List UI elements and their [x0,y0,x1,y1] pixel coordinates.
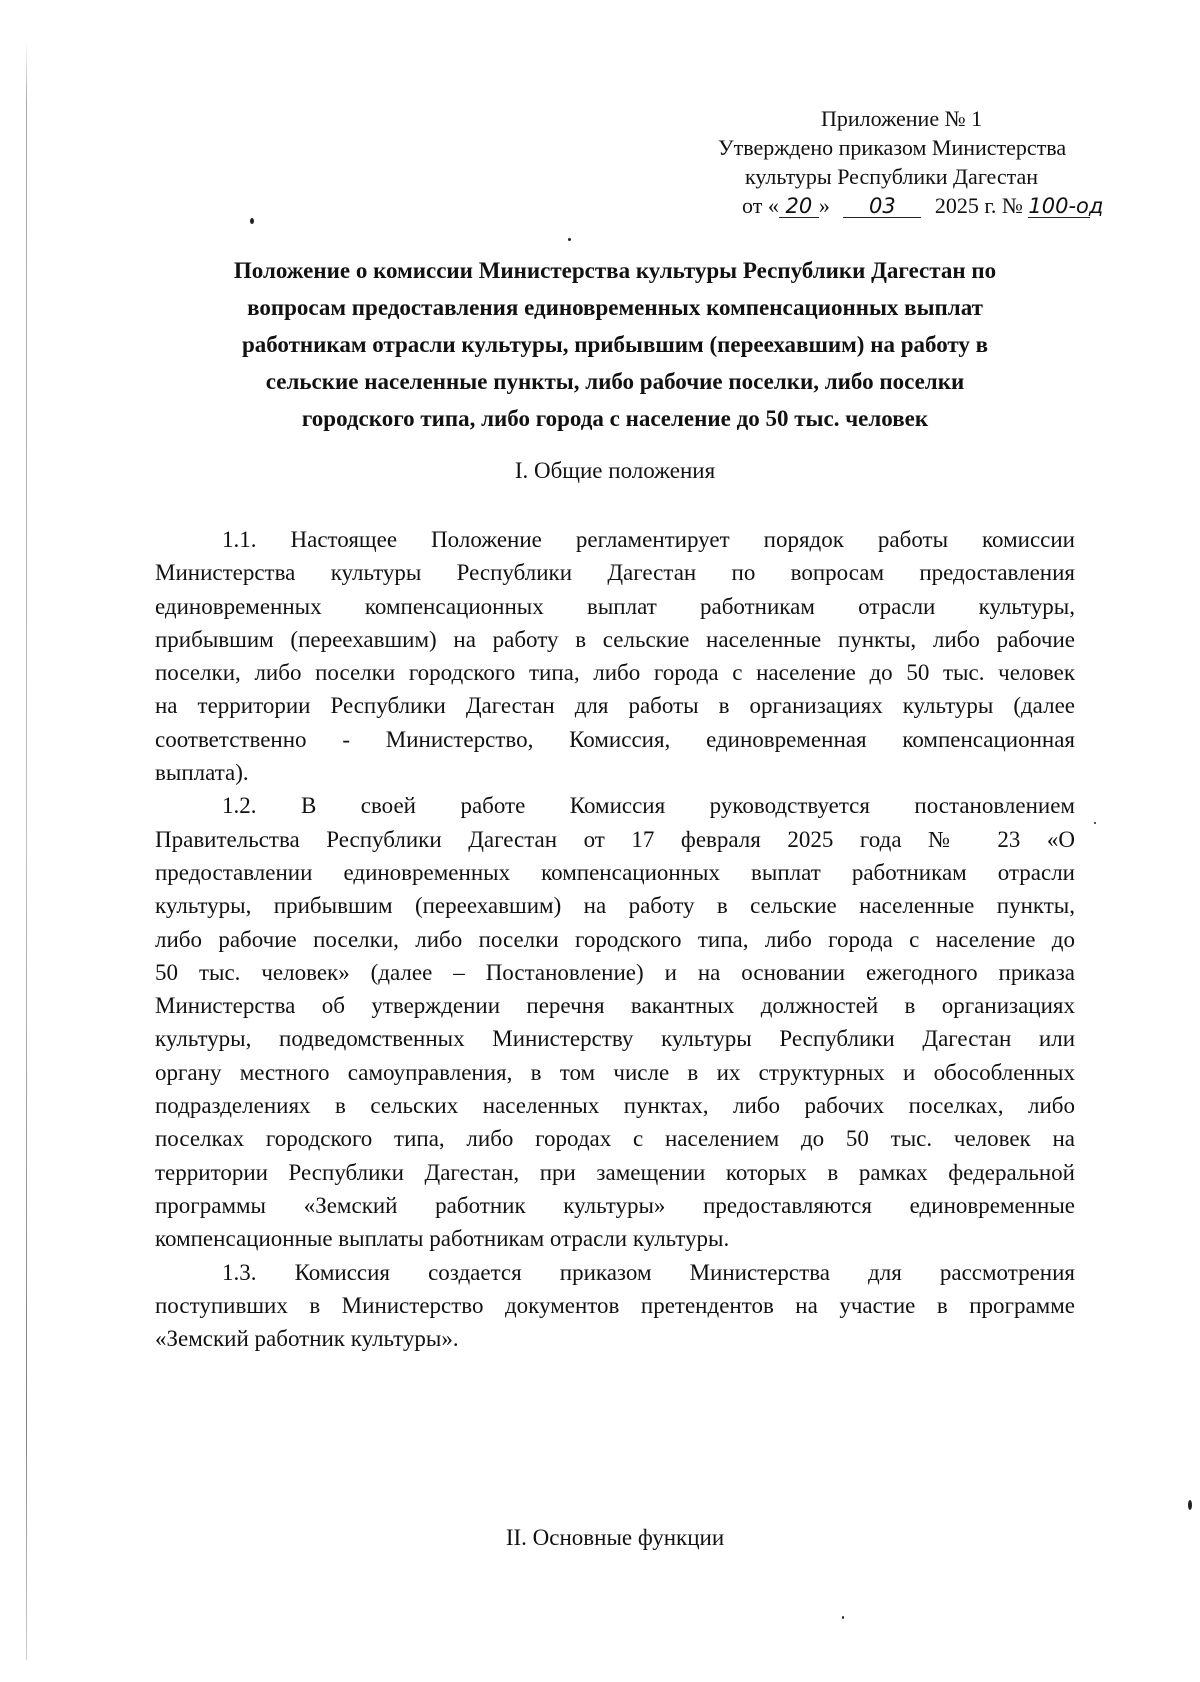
ministry-line: культуры Республики Дагестан [745,164,1039,189]
paragraph-line: 1.1. Настоящее Положение регламентирует порядок работы комиссии [222,527,1075,552]
paragraph-line: предоставлении единовременных компенсационных выплат работникам отрасли [155,859,1075,885]
paragraph-line: компенсационные выплаты работникам отрасли культуры. [155,1226,730,1252]
document-title [150,252,1080,437]
year-and-number-label: 2025 г. № [934,193,1023,218]
paragraph-line: единовременных компенсационных выплат работникам отрасли культуры, [155,593,1075,619]
scan-speck [250,218,254,224]
scan-speck [842,1616,844,1619]
title-line: Положение о комиссии Министерства культуры Республики Дагестан по [233,258,997,283]
paragraph-line: «Земский работник культуры». [155,1326,459,1352]
paragraph-line: соответственно - Министерство, Комиссия, единовременная компенсационная [155,726,1075,752]
title-line: городского типа, либо города с население до 50 тыс. человек [301,406,929,431]
paragraph-line: поступивших в Министерство документов претендентов на участие в программе [155,1292,1075,1318]
paragraph-line: прибывшим (переехавшим) на работу в сельские населенные пункты, либо рабочие [155,626,1075,652]
approval-block [700,104,1120,220]
paragraph-line: культуры, подведомственных Министерству культуры Республики Дагестан или [155,1026,1075,1052]
paragraph-line: культуры, прибывшим (переехавшим) на работу в сельские населенные пункты, [155,893,1075,919]
date-day-suffix: » [818,193,830,218]
title-line: работникам отрасли культуры, прибывшим (переехавшим) на работу в [241,332,989,357]
paragraph-1-3 [155,1256,1075,1356]
document-body [155,523,1075,1355]
paragraph-line: выплата). [155,760,249,786]
handwritten-day: 20 [779,195,819,218]
scan-speck [568,238,571,241]
paragraph-line: 1.3. Комиссия создается приказом Министерства для рассмотрения [222,1259,1075,1285]
section-2-heading: II. Основные функции [505,1525,725,1550]
paragraph-line: поселках городского типа, либо городах с населением до 50 тыс. человек на [155,1126,1075,1152]
order-date-line [700,191,1120,220]
handwritten-month: 03 [843,195,921,218]
paragraph-line: поселки, либо поселки городского типа, либо города с население до 50 тыс. человек [155,660,1075,686]
paragraph-1-1 [155,523,1075,789]
title-line: вопросам предоставления единовременных компенсационных выплат [247,295,983,320]
handwritten-order-number: 100-од [1028,194,1104,218]
appendix-number: Приложение № 1 [821,106,983,131]
paragraph-line: Правительства Республики Дагестан от 17 февраля 2025 года № 23 «О [155,826,1075,852]
section-1-heading: I. Общие положения [514,458,716,483]
paragraph-line: программы «Земский работник культуры» предоставляются единовременные [155,1192,1075,1218]
approved-by-line: Утверждено приказом Министерства [718,135,1067,160]
scan-edge-line [26,40,27,1660]
paragraph-line: органу местного самоуправления, в том числе в их структурных и обособленных [155,1059,1075,1085]
paragraph-line: территории Республики Дагестан, при замещении которых в рамках федеральной [155,1159,1075,1185]
date-prefix: от « [742,193,779,218]
paragraph-line: 50 тыс. человек» (далее – Постановление) и на основании ежегодного приказа [155,959,1075,985]
paragraph-line: подразделениях в сельских населенных пунктах, либо рабочих поселках, либо [155,1093,1075,1119]
scan-speck [1094,822,1096,824]
paragraph-line: Министерства об утверждении перечня вакантных должностей в организациях [155,993,1075,1019]
paragraph-line: Министерства культуры Республики Дагестан по вопросам предоставления [155,560,1075,586]
paragraph-line: либо рабочие поселки, либо поселки городского типа, либо города с население до [155,926,1075,952]
paragraph-line: 1.2. В своей работе Комиссия руководствуется постановлением [222,793,1075,819]
scan-speck [1188,1500,1192,1510]
title-line: сельские населенные пункты, либо рабочие поселки, либо поселки [265,369,965,394]
paragraph-1-2 [155,789,1075,1255]
paragraph-line: на территории Республики Дагестан для работы в организациях культуры (далее [155,693,1075,719]
